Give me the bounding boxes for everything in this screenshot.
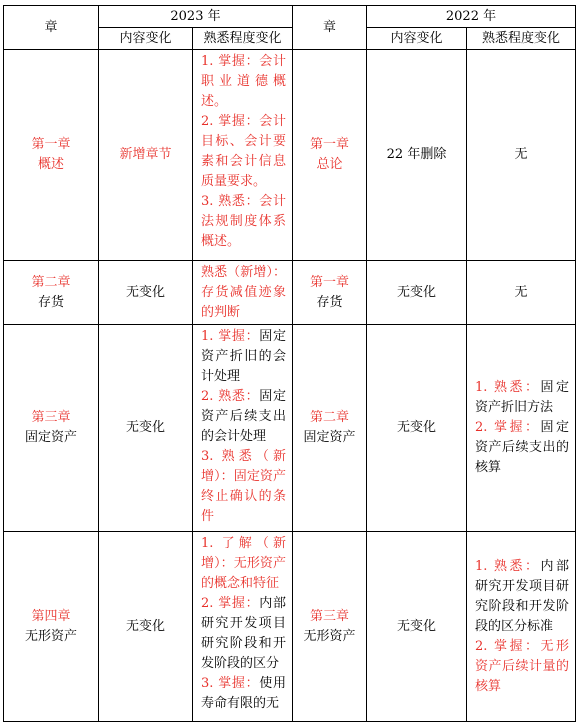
- familiarity-item: 3. 熟悉：会计法规制度体系概述。: [201, 194, 286, 249]
- chapter-name: 固定资产: [303, 430, 356, 445]
- familiarity-level: 2. 掌握：: [475, 420, 541, 435]
- content-change-2023-cell: 无变化: [99, 261, 193, 325]
- familiarity-level: 1. 了解（新增）：: [201, 536, 286, 571]
- familiarity-2022-cell: 无: [467, 50, 576, 261]
- chapter-name: 存货: [316, 294, 343, 310]
- header-familiarity-change-2022: 熟悉程度变化: [467, 28, 576, 50]
- familiarity-level: 1. 掌握：: [201, 329, 260, 344]
- familiarity-item: [475, 378, 569, 418]
- chapter-name: 无形资产: [24, 628, 77, 644]
- familiarity-item: [201, 447, 286, 527]
- chapter-2022-cell: [293, 532, 367, 722]
- familiarity-text: 内部研究开发项目研究阶段和开发阶段的区分: [201, 596, 286, 671]
- chapter-number: 第三章: [31, 410, 71, 425]
- header-year-2022: 2022 年: [367, 6, 576, 28]
- chapter-name: 无形资产: [303, 628, 356, 644]
- familiarity-level: 2. 掌握：: [201, 596, 260, 611]
- familiarity-2023-cell: [193, 261, 293, 325]
- familiarity-2023-cell: [193, 325, 293, 532]
- content-change-2023-cell: 无变化: [99, 325, 193, 532]
- chapter-2022-cell: [293, 325, 367, 532]
- chapter-number: 第四章: [31, 608, 71, 624]
- familiarity-item: [475, 557, 569, 637]
- familiarity-level: 1. 熟悉：: [475, 380, 541, 395]
- header-row-1: [4, 6, 576, 28]
- familiarity-item: [475, 418, 569, 478]
- chapter-2023-cell: 第一章 概述: [4, 50, 99, 261]
- table-row: [4, 532, 576, 722]
- table-row: [4, 325, 576, 532]
- chapter-2022-cell: 第一章 总论: [293, 50, 367, 261]
- familiarity-2022-cell: 无: [467, 261, 576, 325]
- familiarity-2022-cell: [467, 532, 576, 722]
- familiarity-text: 无形资产后续计量的核算: [475, 638, 569, 694]
- chapter-name: 存货: [37, 294, 64, 310]
- table-row: [4, 261, 576, 325]
- familiarity-level: 3. 熟悉（新增）：: [201, 449, 286, 484]
- familiarity-item: [201, 534, 286, 594]
- familiarity-item: [201, 327, 286, 387]
- table-row: [4, 50, 576, 261]
- familiarity-level: 2. 掌握：: [475, 638, 541, 654]
- familiarity-item: [475, 637, 569, 697]
- chapter-2022-cell: [293, 261, 367, 325]
- familiarity-text: 固定资产后续支出的核算: [475, 420, 569, 475]
- familiarity-text: 固定资产后续支出的会计处理: [201, 389, 286, 444]
- familiarity-2023-cell: [193, 50, 293, 261]
- familiarity-2022-cell: [467, 325, 576, 532]
- content-change-2023-cell: 无变化: [99, 532, 193, 722]
- header-content-change-2022: 内容变化: [367, 28, 467, 50]
- chapter-number: 第二章: [31, 274, 71, 290]
- familiarity-2023-cell: [193, 532, 293, 722]
- content-change-2022-cell: 无变化: [367, 532, 467, 722]
- familiarity-item: [201, 387, 286, 447]
- chapter-name: 固定资产: [24, 430, 77, 445]
- familiarity-item: 1. 掌握：会计职业道德概述。: [201, 54, 286, 109]
- familiarity-text: 固定资产折旧方法: [475, 380, 569, 415]
- content-change-2022-cell: 无变化: [367, 325, 467, 532]
- familiarity-text: 内部研究开发项目研究阶段和开发阶段的区分标准: [475, 558, 569, 634]
- familiarity-text: 无形资产的概念和特征: [201, 556, 286, 591]
- familiarity-level: 1. 熟悉：: [475, 558, 541, 574]
- chapter-number: 第一章: [309, 274, 349, 290]
- chapter-2023-cell: [4, 261, 99, 325]
- chapter-2023-cell: [4, 325, 99, 532]
- header-year-2023: 2023 年: [99, 6, 293, 28]
- header-content-change-2023: 内容变化: [99, 28, 193, 50]
- content-change-2023-cell: 新增章节: [99, 50, 193, 261]
- chapter-2023-cell: [4, 532, 99, 722]
- familiarity-level: 2. 熟悉：: [201, 389, 260, 404]
- familiarity-item: [201, 594, 286, 674]
- familiarity-text: 固定资产折旧的会计处理: [201, 329, 286, 384]
- content-change-2022-cell: 无变化: [367, 261, 467, 325]
- content-change-2022-cell: 22 年删除: [367, 50, 467, 261]
- familiarity-item: [201, 674, 286, 714]
- header-chapter-2022: 章: [293, 6, 367, 50]
- chapter-number: 第二章: [309, 410, 349, 425]
- familiarity-text: 固定资产终止确认的条件: [201, 469, 286, 524]
- comparison-table: [3, 5, 576, 722]
- familiarity-text: 使用寿命有限的无: [201, 676, 286, 711]
- header-chapter-2023: 章: [4, 6, 99, 50]
- chapter-number: 第三章: [309, 608, 349, 624]
- header-familiarity-change-2023: 熟悉程度变化: [193, 28, 293, 50]
- familiarity-item: 熟悉（新增）：存货减值迹象的判断: [201, 265, 286, 320]
- familiarity-level: 3. 掌握：: [201, 676, 260, 691]
- familiarity-item: 2. 掌握：会计目标、会计要素和会计信息质量要求。: [201, 114, 286, 189]
